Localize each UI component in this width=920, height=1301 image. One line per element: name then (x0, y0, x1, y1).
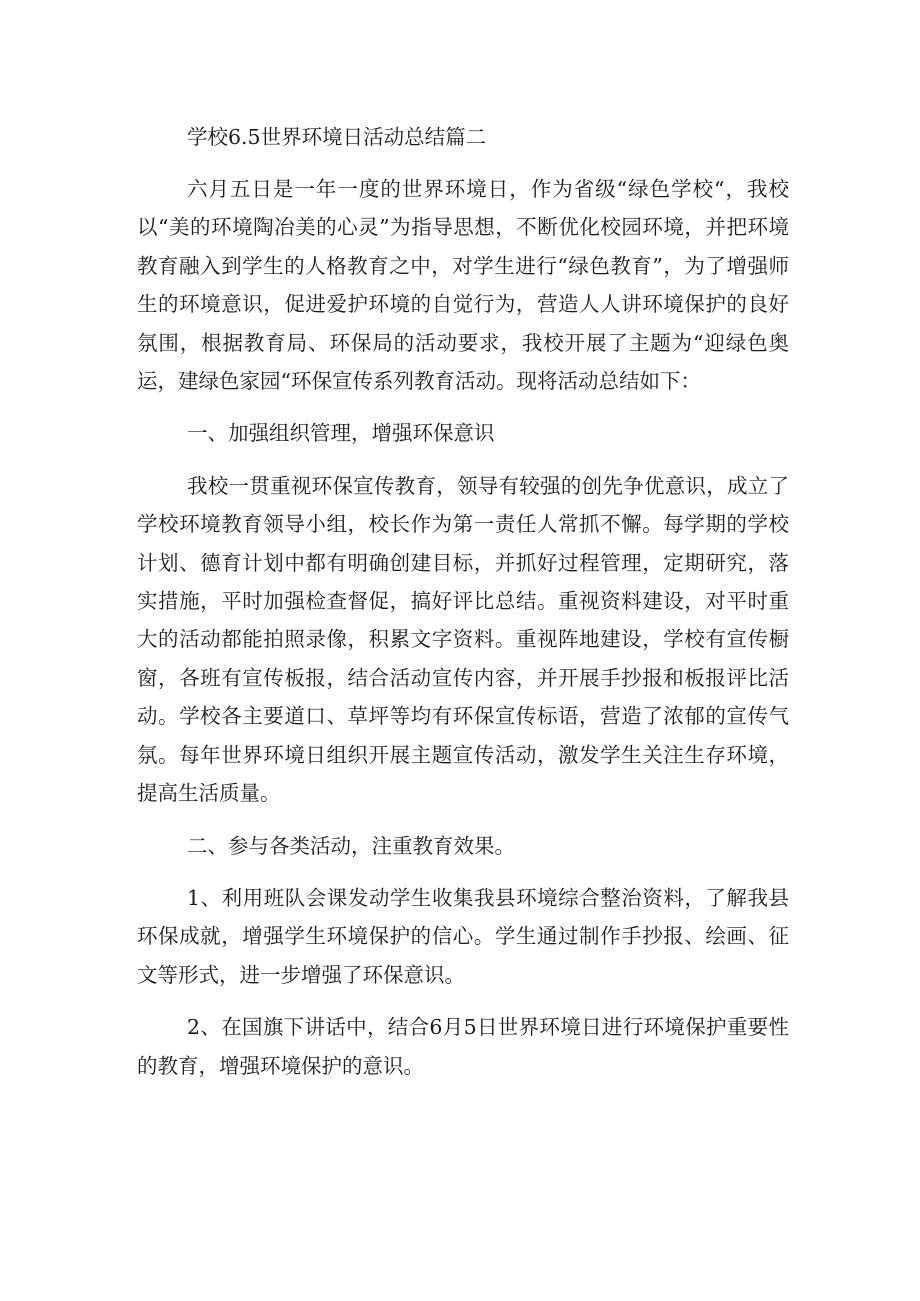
paragraph-intro: 六月五日是一年一度的世界环境日，作为省级“绿色学校“，我校以“美的环境陶冶美的心灵”为指导思想，不断优化校园环境，并把环境教育融入到学生的人格教育之中，对学生进行“绿色教育”，为了增强师生的环境意识，促进爱护环境的自觉行为，营造人人讲环境保护的良好氛围，根据教育局、环保局的活动要求，我校开展了主题为“迎绿色奥运，建绿色家园“环保宣传系列教育活动。现将活动总结如下： (137, 177, 789, 394)
document-title: 学校6.5世界环境日活动总结篇二 (187, 125, 487, 149)
paragraph-item-2: 2、在国旗下讲话中，结合6月5日世界环境日进行环境保护重要性的教育，增强环境保护的意识。 (137, 1015, 789, 1078)
paragraph-section-1: 我校一贯重视环保宣传教育，领导有较强的创先争优意识，成立了学校环境教育领导小组，校长作为第一责任人常抓不懈。每学期的学校计划、德育计划中都有明确创建目标，并抓好过程管理，定期研究，落实措施，平时加强检查督促，搞好评比总结。重视资料建设，对平时重大的活动都能拍照录像，积累文字资料。重视阵地建设，学校有宣传橱窗，各班有宣传板报，结合活动宣传内容，并开展手抄报和板报评比活动。学校各主要道口、草坪等均有环保宣传标语，营造了浓郁的宣传气氛。每年世界环境日组织开展主题宣传活动，激发学生关注生存环境，提高生活质量。 (137, 473, 789, 806)
section-heading-1: 一、加强组织管理，增强环保意识 (187, 421, 495, 446)
section-heading-2: 二、参与各类活动，注重教育效果。 (187, 833, 515, 858)
paragraph-item-1: 1、利用班队会课发动学生收集我县环境综合整治资料，了解我县环保成就，增强学生环境保护的信心。学生通过制作手抄报、绘画、征文等形式，进一步增强了环保意识。 (137, 885, 789, 987)
document-body (137, 118, 789, 1099)
